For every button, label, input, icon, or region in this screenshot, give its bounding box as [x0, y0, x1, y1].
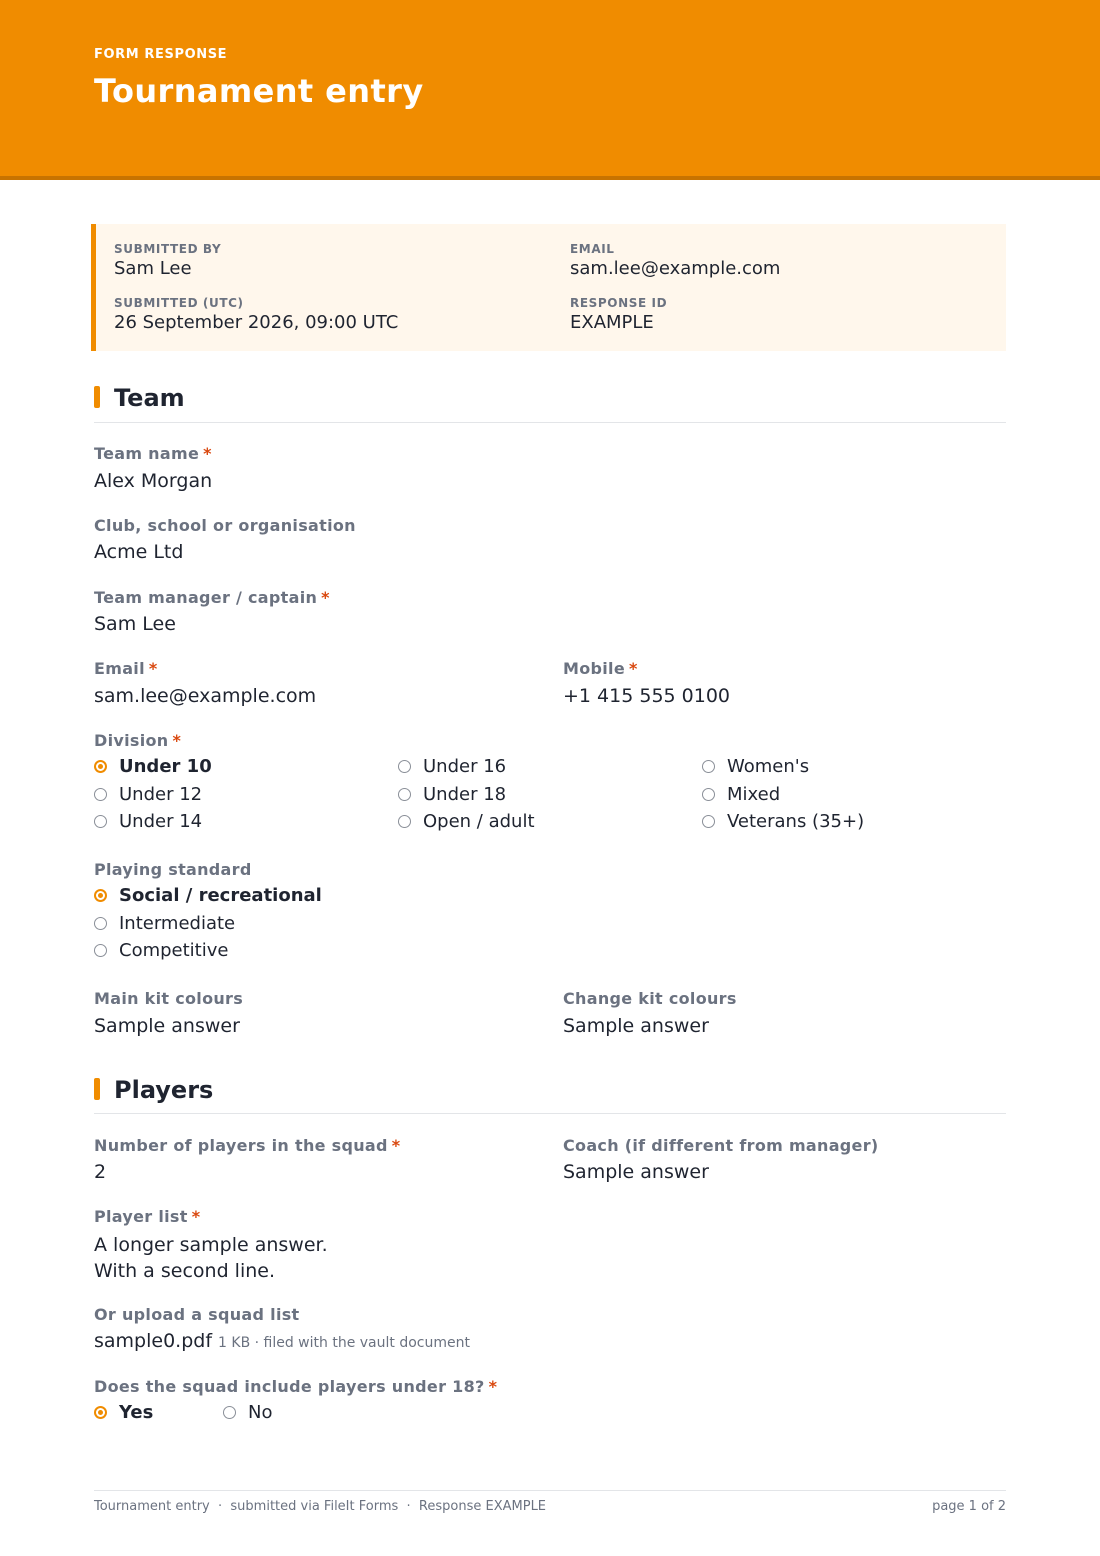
radio-icon — [94, 917, 107, 930]
manager-value: Sam Lee — [94, 613, 176, 635]
response-id-value: EXAMPLE — [570, 312, 654, 333]
footer-divider — [94, 1490, 1006, 1491]
division-label: Division * — [94, 731, 182, 750]
section-divider — [94, 422, 1006, 423]
playing-standard-label: Playing standard — [94, 860, 252, 879]
header-banner — [0, 0, 1100, 180]
section-players-title: Players — [114, 1076, 214, 1104]
page-number: page 1 of 2 — [932, 1499, 1006, 1514]
main-kit-label: Main kit colours — [94, 989, 244, 1008]
radio-icon — [94, 788, 107, 801]
radio-icon — [94, 944, 107, 957]
upload-value — [94, 1330, 470, 1352]
required-marker: * — [172, 731, 182, 750]
meta-email-value: sam.lee@example.com — [570, 258, 781, 279]
division-option: Under 12 — [94, 784, 202, 805]
radio-icon — [94, 815, 107, 828]
division-option: Under 16 — [398, 756, 506, 777]
standard-option: Social / recreational — [94, 885, 322, 906]
section-players-heading — [94, 1076, 213, 1104]
division-option: Under 14 — [94, 811, 202, 832]
upload-file-meta: 1 KB · filed with the vault document — [218, 1335, 470, 1351]
email-value: sam.lee@example.com — [94, 685, 317, 707]
division-option: Open / adult — [398, 811, 535, 832]
radio-icon — [398, 760, 411, 773]
page-title: Tournament entry — [94, 72, 424, 110]
upload-label: Or upload a squad list — [94, 1305, 300, 1324]
required-marker: * — [321, 588, 330, 607]
submitted-by-label: SUBMITTED BY — [114, 242, 222, 256]
main-kit-value: Sample answer — [94, 1015, 240, 1037]
section-accent-bar — [94, 386, 100, 408]
upload-file-link[interactable]: sample0.pdf — [94, 1330, 213, 1352]
team-name-value: Alex Morgan — [94, 470, 213, 492]
radio-icon — [702, 788, 715, 801]
radio-icon — [223, 1406, 236, 1419]
radio-icon — [702, 760, 715, 773]
submitted-utc-label: SUBMITTED (UTC) — [114, 296, 244, 310]
submitted-utc-value: 26 September 2026, 09:00 UTC — [114, 312, 399, 333]
change-kit-value: Sample answer — [563, 1015, 709, 1037]
change-kit-label: Change kit colours — [563, 989, 737, 1008]
club-value: Acme Ltd — [94, 541, 184, 563]
coach-label: Coach (if different from manager) — [563, 1136, 879, 1155]
player-list-label: Player list * — [94, 1207, 201, 1226]
player-count-label: Number of players in the squad * — [94, 1136, 401, 1155]
radio-icon — [94, 889, 107, 902]
radio-icon — [94, 1406, 107, 1419]
standard-option: Intermediate — [94, 913, 235, 934]
under18-label: Does the squad include players under 18? * — [94, 1377, 498, 1396]
footer-left: Tournament entry · submitted via FileIt Forms · Response EXAMPLE — [94, 1499, 547, 1514]
section-accent-bar — [94, 1078, 100, 1100]
required-marker: * — [488, 1377, 498, 1396]
coach-value: Sample answer — [563, 1161, 709, 1183]
meta-email-label: EMAIL — [570, 242, 615, 256]
section-divider — [94, 1113, 1006, 1114]
division-option: Mixed — [702, 784, 780, 805]
club-label: Club, school or organisation — [94, 516, 356, 535]
team-name-label: Team name * — [94, 444, 212, 463]
email-label: Email * — [94, 659, 158, 678]
mobile-value: +1 415 555 0100 — [563, 685, 731, 707]
radio-icon — [398, 788, 411, 801]
standard-option: Competitive — [94, 940, 228, 961]
required-marker: * — [148, 659, 158, 678]
mobile-label: Mobile * — [563, 659, 638, 678]
player-list-value: A longer sample answer. With a second line. — [94, 1234, 328, 1282]
manager-label: Team manager / captain * — [94, 588, 330, 607]
required-marker: * — [203, 444, 212, 463]
under18-option: Yes — [94, 1402, 153, 1423]
required-marker: * — [391, 1136, 401, 1155]
under18-option: No — [223, 1402, 272, 1423]
division-option: Under 18 — [398, 784, 506, 805]
player-count-value: 2 — [94, 1161, 107, 1183]
division-option: Under 10 — [94, 756, 212, 777]
form-type-label: FORM RESPONSE — [94, 47, 228, 62]
radio-icon — [702, 815, 715, 828]
radio-icon — [398, 815, 411, 828]
division-option: Veterans (35+) — [702, 811, 864, 832]
section-team-title: Team — [114, 384, 185, 412]
required-marker: * — [191, 1207, 201, 1226]
radio-icon — [94, 760, 107, 773]
submission-meta — [91, 224, 1006, 351]
required-marker: * — [629, 659, 638, 678]
response-id-label: RESPONSE ID — [570, 296, 668, 310]
submitted-by-value: Sam Lee — [114, 258, 192, 279]
section-team-heading — [94, 384, 185, 412]
division-option: Women's — [702, 756, 809, 777]
